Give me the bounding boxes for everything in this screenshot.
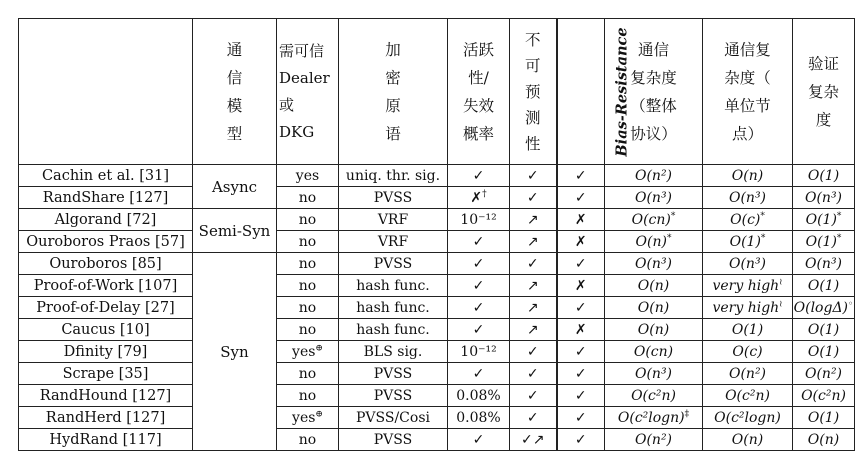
scheme-name-cell: Dfinity [79] <box>19 341 193 363</box>
bias-resistance-label: Bias-Resistance <box>613 27 631 157</box>
comm-total-cell-value: O(c²n) <box>631 387 676 404</box>
comm-total-cell <box>605 275 703 297</box>
comm-node-cell-value: very high <box>712 299 780 316</box>
header-crypto: 加 密 原 语 <box>339 19 448 165</box>
bias-resistance-cell <box>557 209 605 231</box>
comm-node-cell-footnote-mark: ≀ <box>779 298 783 309</box>
bias-resistance-cell <box>557 341 605 363</box>
bias-resistance-cell-value: ✓ <box>574 167 587 184</box>
dealer-cell <box>277 385 339 407</box>
verify-cell-value: O(1) <box>805 233 837 250</box>
crypto-cell <box>339 319 448 341</box>
comm-total-cell-value: O(cn) <box>631 211 671 228</box>
comm-total-cell <box>605 231 703 253</box>
dealer-cell <box>277 341 339 363</box>
unpredictability-cell <box>510 341 557 363</box>
dealer-cell-value: no <box>298 321 317 338</box>
dealer-cell <box>277 363 339 385</box>
dealer-cell <box>277 275 339 297</box>
comparison-table <box>18 18 855 451</box>
bias-resistance-cell <box>557 319 605 341</box>
comm-total-cell-value: O(n) <box>637 277 670 294</box>
dealer-cell-value: no <box>298 233 317 250</box>
crypto-cell-value: VRF <box>377 211 409 228</box>
verify-cell-footnote-mark: * <box>836 210 842 221</box>
table-row <box>19 253 855 275</box>
header-liveness: 活跃 性/ 失效 概率 <box>448 19 510 165</box>
liveness-cell <box>448 319 510 341</box>
network-model-cell: Semi-Syn <box>193 209 277 253</box>
crypto-cell <box>339 253 448 275</box>
liveness-cell-value: 0.08% <box>456 387 501 404</box>
verify-cell <box>793 187 855 209</box>
comm-total-cell-footnote-mark: * <box>666 232 672 243</box>
dealer-cell-value: yes <box>292 409 316 426</box>
unpredictability-cell-value: ✓↗ <box>521 431 545 448</box>
dealer-cell <box>277 231 339 253</box>
verify-cell-value: O(1) <box>807 343 840 360</box>
dealer-cell-value: yes <box>292 343 316 360</box>
comm-node-cell-value: O(1) <box>731 321 764 338</box>
liveness-cell-value: 10⁻¹² <box>460 343 497 360</box>
unpredictability-cell <box>510 165 557 187</box>
table-row <box>19 341 855 363</box>
comm-node-cell-value: O(n³) <box>728 255 767 272</box>
dealer-cell <box>277 209 339 231</box>
scheme-name-cell: RandHound [127] <box>19 385 193 407</box>
bias-resistance-cell <box>557 187 605 209</box>
comm-total-cell-footnote-mark: ‡ <box>684 408 690 419</box>
verify-cell <box>793 385 855 407</box>
verify-cell <box>793 407 855 429</box>
dealer-cell-value: no <box>298 189 317 206</box>
network-model-cell: Async <box>193 165 277 209</box>
crypto-cell-value: PVSS <box>373 387 413 404</box>
comm-total-cell <box>605 165 703 187</box>
comm-total-cell-value: O(n³) <box>634 255 673 272</box>
liveness-cell-value: 0.08% <box>456 409 501 426</box>
table-row <box>19 209 855 231</box>
dealer-cell <box>277 297 339 319</box>
bias-resistance-cell-value: ✓ <box>574 365 587 382</box>
verify-cell-value: O(1) <box>805 211 837 228</box>
bias-resistance-cell <box>557 297 605 319</box>
scheme-name-cell: Scrape [35] <box>19 363 193 385</box>
table-row <box>19 165 855 187</box>
crypto-cell-value: uniq. thr. sig. <box>345 167 441 184</box>
crypto-cell-value: BLS sig. <box>363 343 423 360</box>
crypto-cell <box>339 209 448 231</box>
liveness-cell-value: 10⁻¹² <box>460 211 497 228</box>
crypto-cell <box>339 231 448 253</box>
unpredictability-cell-value: ↗ <box>526 233 539 250</box>
liveness-cell <box>448 363 510 385</box>
verify-cell <box>793 253 855 275</box>
table-row <box>19 429 855 451</box>
bias-resistance-cell <box>557 165 605 187</box>
comm-node-cell <box>703 165 793 187</box>
dealer-cell-value: no <box>298 299 317 316</box>
liveness-cell-value: ✓ <box>472 255 485 272</box>
scheme-name-cell: Cachin et al. [31] <box>19 165 193 187</box>
crypto-cell-value: PVSS <box>373 255 413 272</box>
table-row <box>19 363 855 385</box>
comm-total-cell <box>605 187 703 209</box>
verify-cell-value: O(1) <box>807 409 840 426</box>
dealer-cell-value: no <box>298 255 317 272</box>
unpredictability-cell-value: ↗ <box>526 211 539 228</box>
comm-total-cell <box>605 341 703 363</box>
liveness-cell-value: ✗ <box>470 189 483 206</box>
unpredictability-cell-value: ✓ <box>526 167 539 184</box>
dealer-cell <box>277 319 339 341</box>
liveness-cell <box>448 385 510 407</box>
comm-node-cell-value: O(c) <box>730 211 761 228</box>
crypto-cell <box>339 385 448 407</box>
verify-cell <box>793 341 855 363</box>
verify-cell-footnote-mark: ◦ <box>848 298 854 309</box>
comm-node-cell <box>703 231 793 253</box>
liveness-cell-value: ✓ <box>472 277 485 294</box>
crypto-cell-value: PVSS/Cosi <box>356 409 430 426</box>
comm-node-cell-value: very high <box>712 277 780 294</box>
crypto-cell <box>339 429 448 451</box>
comm-total-cell <box>605 253 703 275</box>
liveness-cell <box>448 253 510 275</box>
liveness-cell <box>448 341 510 363</box>
bias-resistance-cell <box>557 385 605 407</box>
table-row <box>19 385 855 407</box>
unpredictability-cell-value: ↗ <box>526 277 539 294</box>
verify-cell <box>793 363 855 385</box>
comm-node-cell-value: O(n³) <box>728 189 767 206</box>
dealer-cell <box>277 187 339 209</box>
comm-node-cell <box>703 341 793 363</box>
comm-node-cell <box>703 429 793 451</box>
bias-resistance-cell-value: ✗ <box>574 233 587 250</box>
comm-node-cell-value: O(c²logn) <box>714 409 781 426</box>
scheme-name-cell: HydRand [117] <box>19 429 193 451</box>
header-dealer: 需可信 Dealer 或 DKG <box>277 19 339 165</box>
comm-node-cell-value: O(1) <box>729 233 761 250</box>
unpredictability-cell <box>510 407 557 429</box>
comm-node-cell-value: O(c²n) <box>725 387 770 404</box>
unpredictability-cell-value: ✓ <box>526 255 539 272</box>
scheme-name-cell: RandShare [127] <box>19 187 193 209</box>
verify-cell <box>793 319 855 341</box>
comm-node-cell <box>703 297 793 319</box>
crypto-cell <box>339 341 448 363</box>
comm-total-cell-value: O(n) <box>637 321 670 338</box>
scheme-name-cell: Ouroboros Praos [57] <box>19 231 193 253</box>
comm-total-cell-value: O(c²logn) <box>617 409 685 426</box>
comm-total-cell <box>605 363 703 385</box>
liveness-cell <box>448 429 510 451</box>
table-row <box>19 407 855 429</box>
verify-cell-value: O(n³) <box>804 255 843 272</box>
header-comm-total: 通信 复杂度 （整体 协议） <box>605 19 703 165</box>
header-verify: 验证 复杂 度 <box>793 19 855 165</box>
comm-total-cell-value: O(cn) <box>633 343 674 360</box>
unpredictability-cell <box>510 297 557 319</box>
verify-cell <box>793 165 855 187</box>
crypto-cell <box>339 297 448 319</box>
comm-total-cell <box>605 385 703 407</box>
bias-resistance-cell-value: ✗ <box>574 321 587 338</box>
dealer-cell <box>277 253 339 275</box>
comm-total-cell <box>605 319 703 341</box>
comm-total-cell-value: O(n) <box>635 233 667 250</box>
comm-total-cell <box>605 297 703 319</box>
bias-resistance-cell-value: ✓ <box>574 255 587 272</box>
dealer-cell-value: yes <box>295 167 320 184</box>
verify-cell <box>793 275 855 297</box>
liveness-cell <box>448 165 510 187</box>
crypto-cell <box>339 407 448 429</box>
bias-resistance-cell <box>557 363 605 385</box>
verify-cell-footnote-mark: * <box>836 232 842 243</box>
dealer-cell <box>277 407 339 429</box>
verify-cell-value: O(n³) <box>804 189 843 206</box>
liveness-cell <box>448 275 510 297</box>
network-model-cell: Syn <box>193 253 277 451</box>
bias-resistance-cell-value: ✓ <box>574 409 587 426</box>
unpredictability-cell <box>510 253 557 275</box>
crypto-cell-value: PVSS <box>373 189 413 206</box>
unpredictability-cell-value: ✓ <box>526 365 539 382</box>
crypto-cell <box>339 275 448 297</box>
dealer-cell-value: no <box>298 211 317 228</box>
comm-node-cell-value: O(n) <box>731 167 764 184</box>
verify-cell-value: O(c²n) <box>801 387 846 404</box>
verify-cell-value: O(1) <box>807 167 840 184</box>
unpredictability-cell-value: ✓ <box>526 387 539 404</box>
unpredictability-cell-value: ↗ <box>526 321 539 338</box>
dealer-cell <box>277 165 339 187</box>
comm-total-cell <box>605 209 703 231</box>
comm-node-cell <box>703 253 793 275</box>
comm-total-cell-value: O(n) <box>637 299 670 316</box>
verify-cell <box>793 209 855 231</box>
bias-resistance-cell <box>557 231 605 253</box>
bias-resistance-cell-value: ✓ <box>574 431 587 448</box>
table-row <box>19 319 855 341</box>
header-bias-resistance <box>557 19 631 165</box>
dealer-cell-value: no <box>298 431 317 448</box>
verify-cell-value: O(n²) <box>804 365 843 382</box>
unpredictability-cell <box>510 209 557 231</box>
unpredictability-cell <box>510 319 557 341</box>
verify-cell <box>793 297 855 319</box>
liveness-cell <box>448 407 510 429</box>
comm-total-cell-value: O(n²) <box>634 167 673 184</box>
crypto-cell-value: hash func. <box>356 321 430 338</box>
table-row <box>19 231 855 253</box>
dealer-cell <box>277 429 339 451</box>
comm-node-cell <box>703 187 793 209</box>
unpredictability-cell-value: ✓ <box>526 409 539 426</box>
liveness-cell-value: ✓ <box>472 321 485 338</box>
unpredictability-cell-value: ✓ <box>526 189 539 206</box>
liveness-cell-value: ✓ <box>472 365 485 382</box>
bias-resistance-cell <box>557 253 605 275</box>
liveness-cell <box>448 209 510 231</box>
comm-total-cell <box>605 429 703 451</box>
verify-cell-value: O(logΔ) <box>793 299 849 316</box>
scheme-name-cell: RandHerd [127] <box>19 407 193 429</box>
comm-node-cell <box>703 209 793 231</box>
verify-cell-value: O(1) <box>807 321 840 338</box>
comm-node-cell-value: O(n²) <box>728 365 767 382</box>
comm-node-cell <box>703 385 793 407</box>
comm-node-cell-footnote-mark: * <box>760 210 765 221</box>
comm-node-cell-footnote-mark: ≀ <box>779 276 783 287</box>
comm-node-cell <box>703 319 793 341</box>
dealer-cell-footnote-mark: ⊕ <box>315 408 323 419</box>
liveness-cell-value: ✓ <box>472 233 485 250</box>
bias-resistance-cell-value: ✓ <box>574 189 587 206</box>
crypto-cell <box>339 187 448 209</box>
comm-node-cell-value: O(n) <box>731 431 764 448</box>
bias-resistance-cell <box>557 429 605 451</box>
scheme-name-cell: Proof-of-Delay [27] <box>19 297 193 319</box>
bias-resistance-cell <box>557 275 605 297</box>
comm-node-cell <box>703 275 793 297</box>
bias-resistance-cell <box>557 407 605 429</box>
verify-cell-value: O(1) <box>807 277 840 294</box>
crypto-cell-value: hash func. <box>356 299 430 316</box>
crypto-cell-value: PVSS <box>373 431 413 448</box>
unpredictability-cell <box>510 275 557 297</box>
unpredictability-cell-value: ✓ <box>526 343 539 360</box>
crypto-cell <box>339 165 448 187</box>
dealer-cell-value: no <box>298 277 317 294</box>
comm-node-cell-value: O(c) <box>732 343 763 360</box>
verify-cell <box>793 429 855 451</box>
dealer-cell-footnote-mark: ⊕ <box>315 342 323 353</box>
liveness-cell-value: ✓ <box>472 299 485 316</box>
liveness-cell-value: ✓ <box>472 167 485 184</box>
unpredictability-cell <box>510 363 557 385</box>
comm-node-cell <box>703 407 793 429</box>
scheme-name-cell: Ouroboros [85] <box>19 253 193 275</box>
header-network: 通 信 模 型 <box>193 19 277 165</box>
bias-resistance-cell-value: ✗ <box>574 277 587 294</box>
unpredictability-cell <box>510 385 557 407</box>
liveness-cell-footnote-mark: † <box>482 188 487 199</box>
unpredictability-cell <box>510 187 557 209</box>
comm-node-cell-footnote-mark: * <box>760 232 766 243</box>
table-body <box>19 165 855 451</box>
crypto-cell <box>339 363 448 385</box>
bias-resistance-cell-value: ✓ <box>574 387 587 404</box>
header-unpredictability: 不 可 预 测 性 <box>510 19 557 165</box>
comm-total-cell-value: O(n²) <box>634 431 673 448</box>
comm-total-cell-footnote-mark: * <box>670 210 676 221</box>
header-empty <box>19 19 193 165</box>
comm-total-cell-value: O(n³) <box>634 189 673 206</box>
comm-node-cell <box>703 363 793 385</box>
crypto-cell-value: PVSS <box>373 365 413 382</box>
scheme-name-cell: Proof-of-Work [107] <box>19 275 193 297</box>
liveness-cell <box>448 231 510 253</box>
bias-resistance-cell-value: ✓ <box>574 343 587 360</box>
dealer-cell-value: no <box>298 365 317 382</box>
unpredictability-cell <box>510 231 557 253</box>
table-row <box>19 297 855 319</box>
dealer-cell-value: no <box>298 387 317 404</box>
header-comm-node: 通信复 杂度（ 单位节 点） <box>703 19 793 165</box>
verify-cell-value: O(n) <box>807 431 840 448</box>
liveness-cell <box>448 297 510 319</box>
crypto-cell-value: VRF <box>377 233 409 250</box>
bias-resistance-cell-value: ✗ <box>574 211 587 228</box>
table-row <box>19 275 855 297</box>
liveness-cell <box>448 187 510 209</box>
crypto-cell-value: hash func. <box>356 277 430 294</box>
comm-total-cell <box>605 407 703 429</box>
unpredictability-cell-value: ↗ <box>526 299 539 316</box>
liveness-cell-value: ✓ <box>472 431 485 448</box>
header-row <box>19 19 855 165</box>
scheme-name-cell: Caucus [10] <box>19 319 193 341</box>
table-row <box>19 187 855 209</box>
unpredictability-cell <box>510 429 557 451</box>
comm-total-cell-value: O(n³) <box>634 365 673 382</box>
bias-resistance-cell-value: ✓ <box>574 299 587 316</box>
scheme-name-cell: Algorand [72] <box>19 209 193 231</box>
verify-cell <box>793 231 855 253</box>
